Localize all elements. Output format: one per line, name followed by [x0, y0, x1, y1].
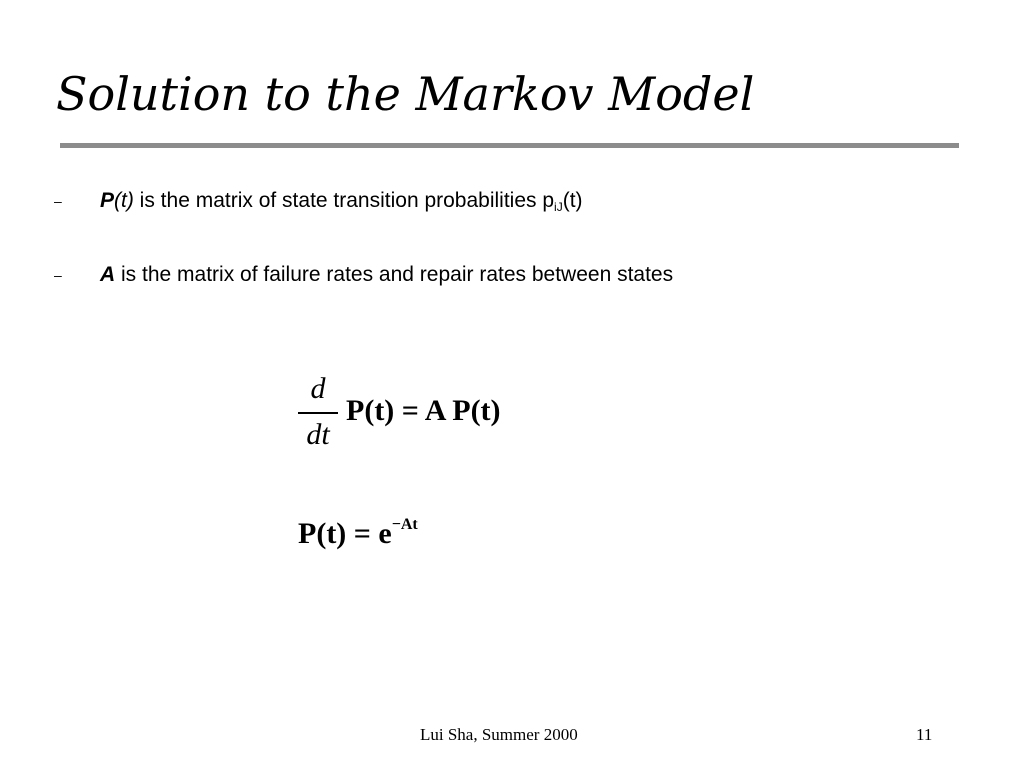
bullet-text	[100, 261, 673, 289]
title-divider	[60, 143, 959, 148]
bullet-suffix: (t)	[562, 189, 583, 212]
solution-lhs: P(t) = e	[298, 517, 392, 550]
matrix-symbol-p: P	[100, 189, 115, 212]
subscript: iJ	[554, 200, 563, 214]
bullet-description: is the matrix of failure rates and repair rates between states	[115, 263, 674, 286]
solution-equation	[298, 507, 418, 552]
time-argument: (t)	[114, 189, 134, 212]
fraction-bar	[298, 412, 338, 414]
matrix-symbol-a: A	[100, 263, 116, 286]
solution-exponent: −At	[391, 516, 418, 533]
equation-rhs: P(t) = A P(t)	[346, 394, 501, 427]
footer-author: Lui Sha, Summer 2000	[420, 725, 578, 744]
bullet-marker: –	[54, 267, 62, 283]
fraction-numerator: d	[310, 372, 326, 405]
slide-title: Solution to the Markov Model	[56, 67, 755, 121]
page-number: 11	[916, 725, 933, 744]
bullet-marker: –	[54, 193, 62, 209]
fraction-denominator: dt	[306, 418, 330, 451]
bullet-description: is the matrix of state transition probabilities p	[133, 189, 555, 212]
bullet-text	[100, 187, 583, 221]
